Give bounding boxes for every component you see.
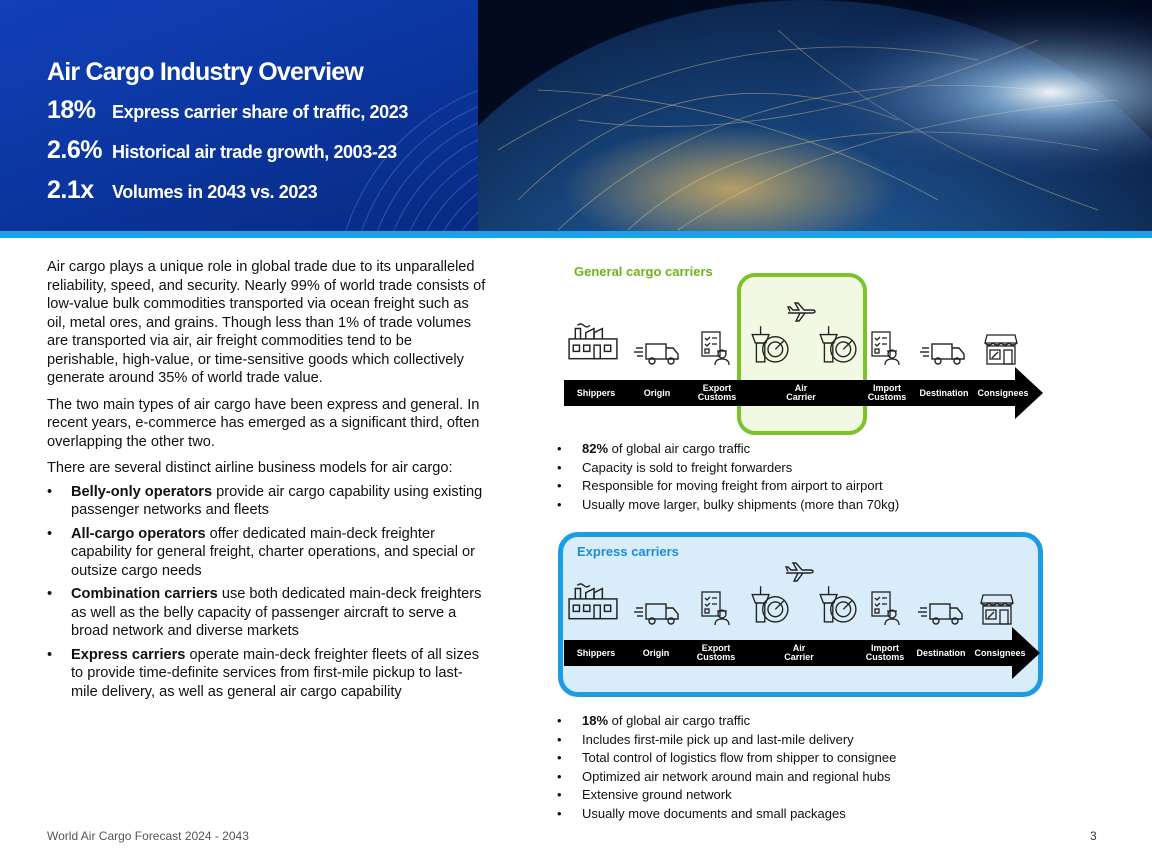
list-item: • Total control of logistics flow from shipper to consignee <box>557 749 896 768</box>
page-title: Air Cargo Industry Overview <box>47 58 363 86</box>
stat-value: 2.1x <box>47 176 94 204</box>
express-carriers-title: Express carriers <box>577 544 679 559</box>
step-origin: Origin <box>642 648 670 658</box>
store-icon <box>984 333 1018 365</box>
model-desc: offer dedicated main-deck freighter capability for general freight, charter operations, and special or outsize cargo needs <box>71 525 475 579</box>
list-item: • Usually move documents and small packages <box>557 805 896 824</box>
header-stripe <box>0 231 1152 238</box>
list-item: • Usually move larger, bulky shipments (more than 70kg) <box>557 496 899 515</box>
control-tower-icon <box>816 322 858 364</box>
step-air-carrier: Air Carrier <box>786 383 816 402</box>
import-customs-icon <box>870 330 900 366</box>
import-customs-icon <box>870 590 900 626</box>
control-tower-icon <box>748 582 790 624</box>
step-origin: Origin <box>643 388 671 398</box>
intro-paragraph: Air cargo plays a unique role in global trade due to its unparalleled reliability, speed, and security. Nearly 99% of world trade consists of low-value bulk commodities transported via ocean freight such as oil, metal ores, and grains. Though less than 1% of trade volumes are transported via air, air freight commodities tend to be perishable, high-value, or time-sensitive goods which collectively generate around 35% of world trade value. <box>47 259 486 386</box>
step-shippers: Shippers <box>576 388 616 398</box>
truck-icon <box>634 340 680 366</box>
model-term: Belly-only operators <box>71 483 213 500</box>
airplane-icon <box>784 562 814 584</box>
express-bullets <box>557 712 896 823</box>
list-item: • Responsible for moving freight from airport to airport <box>557 477 899 496</box>
step-export-customs: Export Customs <box>696 643 736 662</box>
export-customs-icon <box>700 590 730 626</box>
stat-value: 2.6% <box>47 136 102 164</box>
business-models-list <box>47 483 487 702</box>
airplane-icon <box>786 302 816 324</box>
step-destination: Destination <box>916 648 966 658</box>
globe-image <box>478 0 1152 231</box>
stat-row-historical-growth <box>47 136 397 165</box>
types-paragraph: The two main types of air cargo have been express and general. In recent years, e-commerce has emerged as a significant third, often overlapping the other two. <box>47 396 480 450</box>
control-tower-icon <box>816 582 858 624</box>
list-item <box>47 646 487 702</box>
stat-row-volumes-2043 <box>47 176 317 205</box>
step-shippers: Shippers <box>576 648 616 658</box>
page-number: 3 <box>1090 829 1097 843</box>
step-air-carrier: Air Carrier <box>784 643 814 662</box>
stat-label: Historical air trade growth, 2003-23 <box>112 142 397 162</box>
list-item: • Capacity is sold to freight forwarders <box>557 459 899 478</box>
general-cargo-bullets <box>557 440 899 514</box>
truck-icon <box>918 600 964 626</box>
list-item <box>47 483 487 520</box>
truck-icon <box>920 340 966 366</box>
model-desc: provide air cargo capability using existing passenger networks and fleets <box>71 483 483 518</box>
footer-title: World Air Cargo Forecast 2024 - 2043 <box>47 829 249 843</box>
model-term: Express carriers <box>71 646 186 663</box>
factory-icon <box>567 578 619 624</box>
stat-row-express-share <box>47 96 408 125</box>
step-import-customs: Import Customs <box>865 643 905 662</box>
list-item: • 18% of global air cargo traffic <box>557 712 896 731</box>
list-item: • Extensive ground network <box>557 786 896 805</box>
model-desc: use both dedicated main-deck freighters as well as the belly capacity of passenger aircraft to serve a broad network and diverse markets <box>71 586 482 639</box>
control-tower-icon <box>748 322 790 364</box>
body-text-column <box>47 258 487 706</box>
model-term: All-cargo operators <box>71 525 206 542</box>
stat-label: Express carrier share of traffic, 2023 <box>112 102 408 122</box>
list-item: • Optimized air network around main and regional hubs <box>557 768 896 787</box>
step-destination: Destination <box>919 388 969 398</box>
list-item <box>47 585 487 641</box>
list-item <box>47 525 487 581</box>
step-consignees: Consignees <box>977 388 1029 398</box>
store-icon <box>980 593 1014 625</box>
step-import-customs: Import Customs <box>867 383 907 402</box>
list-item: • Includes first-mile pick up and last-mile delivery <box>557 731 896 750</box>
model-desc: operate main-deck freighter fleets of all sizes to provide time-definite services from first-mile pickup to last-mile delivery, as well as general air cargo capability <box>71 646 480 700</box>
models-intro: There are several distinct airline business models for air cargo: <box>47 460 453 476</box>
list-item: • 82% of global air cargo traffic <box>557 440 899 459</box>
factory-icon <box>567 318 619 364</box>
general-cargo-title: General cargo carriers <box>574 264 713 279</box>
stat-label: Volumes in 2043 vs. 2023 <box>112 182 318 202</box>
model-term: Combination carriers <box>71 586 218 602</box>
step-consignees: Consignees <box>974 648 1026 658</box>
stat-value: 18% <box>47 96 96 124</box>
truck-icon <box>634 600 680 626</box>
export-customs-icon <box>700 330 730 366</box>
step-export-customs: Export Customs <box>697 383 737 402</box>
